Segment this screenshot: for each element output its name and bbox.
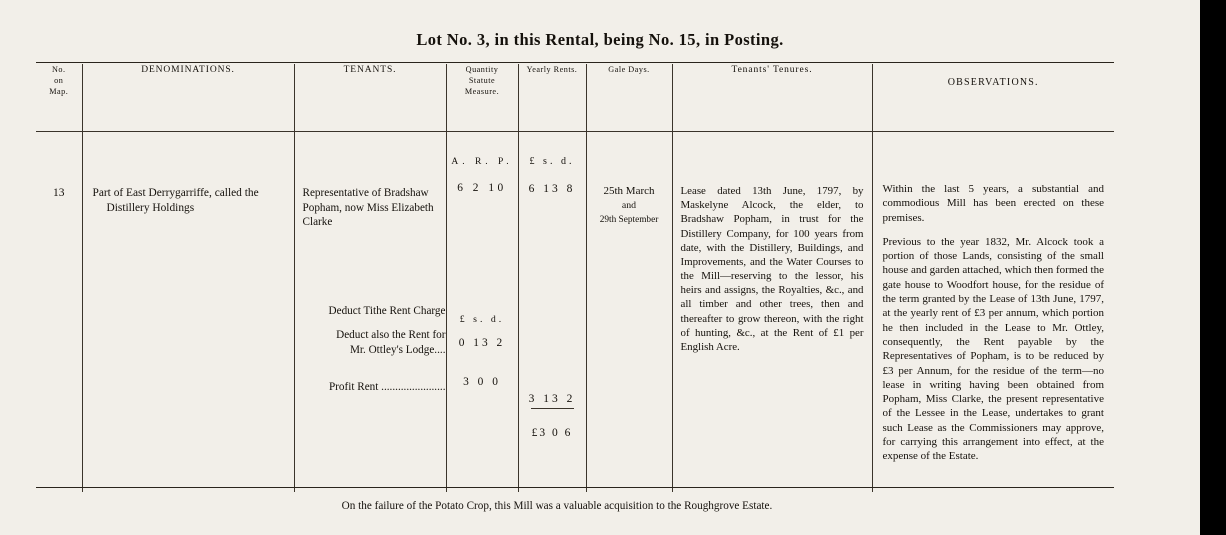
cell-observations — [872, 142, 1114, 492]
gale-day-2: 29th September — [599, 215, 659, 226]
row-number: 13 — [53, 187, 65, 199]
header-no-line2: on — [54, 76, 64, 86]
column-header-observations: OBSERVATIONS. — [947, 77, 1039, 88]
observation-paragraph-2: Previous to the year 1832, Mr. Alcock took a portion of those Lands, consisting of the small house and garden attached, which then formed the gate house to Woodfort house, for the residue of the term granted by the Lease of 13th June, 1797, at the yearly rent of £3 per annum, which portion he then included in the Lease to Mr. Ottley, consequently, the Rent payable by the Representatives of Popham, is to be reduced by £3 per Annum, for the residue of the term—no lease in writing having been obtained from Popham, Miss Clarke, the present representative of the Lessee in the Lease, undertakes to grant such Lease as the Commissioners may approve, for carrying this arrangement into effect, at the expense of the Estate. — [882, 235, 1104, 463]
cell-tenant — [294, 142, 446, 492]
page-title: Lot No. 3, in this Rental, being No. 15, in Posting. — [416, 30, 784, 49]
top-rule — [36, 62, 1114, 63]
deductions-total-value: 3 13 2 — [528, 392, 576, 405]
deduct-lodge-label-1: Deduct also the Rent for — [336, 328, 446, 341]
cell-quantity — [446, 142, 518, 492]
tenure-text: Lease dated 13th June, 1797, by Maskelyne Alcock, the elder, to Bradshaw Popham, in trust for the Distillery Company, for 100 years from date, with the Distillery, Buildings, and Improvements, and the Water Courses to the Mill—reserving to the lessor, his heirs and assigns, the Royalties, &c., and all timber and other trees, then and thereafter to grow thereon, with the right of hunting, &c., at the Rent of £1 per English Acre. — [680, 185, 864, 353]
observations-text — [873, 142, 1115, 464]
cell-tenure — [672, 142, 872, 492]
header-bottom-rule — [36, 131, 1114, 132]
rental-table — [36, 64, 1114, 492]
column-header-yearly-rents: Yearly Rents. — [518, 64, 586, 142]
gale-and: and — [621, 199, 637, 211]
header-quantity-line2: Statute — [468, 76, 496, 86]
footnote: On the failure of the Potato Crop, this Mill was a valuable acquisition to the Roughgrove Estate. — [341, 500, 773, 512]
quantity-values — [447, 142, 518, 389]
header-quantity-line3: Measure. — [464, 87, 500, 97]
tenant-name: Representative of Bradshaw Popham, now Miss Elizabeth Clarke — [302, 187, 434, 229]
cell-yearly-rent — [518, 142, 586, 492]
header-quantity-line1: Quantity — [465, 65, 499, 74]
header-no-line1: No. — [51, 65, 66, 74]
table-row — [36, 142, 1114, 492]
column-header-gale-days: Gale Days. — [586, 64, 672, 142]
column-header-tenants: TENANTS. — [294, 64, 446, 142]
money-units-rent-col: £ s. d. — [529, 156, 575, 167]
cell-denomination — [82, 142, 294, 492]
column-header-tenants-tenures: Tenants' Tenures. — [672, 64, 872, 142]
quantity-units: A. R. P. — [451, 157, 513, 167]
profit-rent-value: £3 0 6 — [531, 427, 573, 440]
deduct-lodge-label-2: Mr. Ottley's Lodge.... — [349, 343, 446, 356]
profit-rent-label: Profit Rent ....................... — [328, 381, 446, 394]
tithe-rent-charge-value: 0 13 2 — [458, 337, 506, 350]
denomination-line-2: Distillery Holdings — [106, 201, 195, 214]
denomination-line-1: Part of East Derrygarriffe, called the — [92, 187, 259, 199]
gale-days-values — [587, 142, 672, 227]
yearly-rent-value: 6 13 8 — [528, 182, 576, 195]
deduction-labels — [295, 304, 446, 358]
deduct-tithe-label: Deduct Tithe Rent Charge — [328, 304, 446, 317]
header-no-line3: Map. — [49, 87, 69, 97]
observation-paragraph-1: Within the last 5 years, a substantial and commodious Mill has been erected on these premises. — [882, 183, 1104, 224]
cell-no — [36, 142, 82, 492]
denomination-text — [83, 142, 294, 216]
column-header-denominations: DENOMINATIONS. — [82, 64, 294, 142]
bottom-rule — [36, 487, 1114, 488]
cell-gale-days — [586, 142, 672, 492]
yearly-rent-values — [519, 142, 586, 441]
ottley-lodge-rent-value: 3 0 0 — [463, 375, 501, 388]
quantity-value: 6 2 10 — [457, 182, 507, 195]
money-units-tenant-col: £ s. d. — [459, 313, 505, 325]
gale-day-1: 25th March — [603, 185, 655, 197]
